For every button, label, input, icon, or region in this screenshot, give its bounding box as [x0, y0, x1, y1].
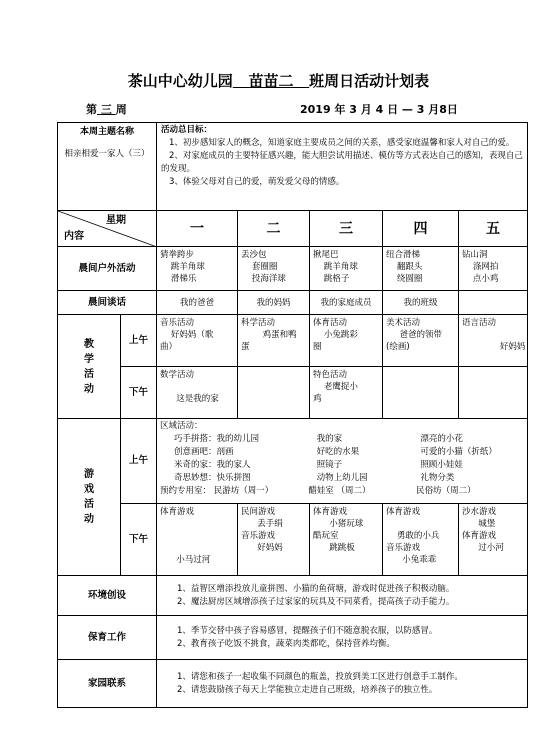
class-name: 苗苗二	[248, 72, 294, 90]
weekly-plan-table	[57, 122, 528, 708]
teaching-am-fri: 语言活动 好妈妈	[459, 315, 528, 367]
weekday-corner-cell	[58, 211, 157, 247]
care-content	[157, 616, 528, 660]
morning-talk-wed: 我的家庭成员	[310, 291, 383, 315]
morning-outdoor-fri: 钻山洞 涤网拍 点小鸡	[459, 247, 528, 291]
morning-talk-label: 晨间谈话	[58, 291, 157, 315]
area-activity-item: 米奇的家：我的家人	[174, 460, 251, 470]
teaching-am-label: 上午	[121, 315, 157, 367]
teaching-pm-wed: 特色活动 老鹰捉小 鸡	[310, 367, 383, 419]
goal-item: 3、体验父母对自己的爱，萌发爱父母的情感。	[169, 177, 345, 187]
area-activities	[157, 419, 528, 504]
teaching-am-tue: 科学活动 鸡蛋和鸭 蛋	[238, 315, 310, 367]
corner-content-label: 内容	[64, 231, 84, 242]
theme-goals	[157, 123, 528, 211]
teaching-pm-thu	[383, 367, 459, 419]
teaching-label: 教学活动	[58, 315, 121, 419]
morning-outdoor-tue: 丢沙包 套圈圈 投海洋球	[238, 247, 310, 291]
day-wednesday: 三	[310, 211, 383, 247]
corner-weekday-label: 星期	[106, 215, 126, 226]
goal-item: 2、对家庭成员的主要特征感兴趣，能大胆尝试用描述、模仿等方式表达自己的感知，表现自己的发现。	[161, 151, 523, 174]
week-number: 三	[100, 103, 112, 116]
area-activity-row	[160, 472, 524, 485]
home-contact-line: 2、请您鼓励孩子每天上学能独立走进自己班级，培养孩子的独立性。	[177, 684, 438, 695]
environment-line: 1、益智区增添投放儿童拼图、小猫的鱼荷塘，游戏时促进孩子积极动脑。	[177, 583, 455, 594]
area-activity-item: 礼物分类	[420, 473, 455, 483]
teaching-am-thu: 美术活动 爸爸的领带 (绘画)	[383, 315, 459, 367]
environment-label: 环境创设	[58, 576, 157, 616]
theme-label: 本周主题名称	[80, 127, 135, 137]
theme-name: 相亲相爱一家人（三）	[64, 149, 150, 159]
school-name: 茶山中心幼儿园	[127, 72, 233, 90]
care-line: 2、教育孩子吃饭不挑食，蔬菜肉类都吃，保持营养均衡。	[177, 638, 395, 649]
day-tuesday: 二	[238, 211, 310, 247]
games-label: 游戏活动	[58, 419, 121, 576]
morning-talk-thu: 我的班级	[383, 291, 459, 315]
care-label: 保育工作	[58, 616, 157, 660]
morning-outdoor-mon: 猜拳跨步 跳羊角球 滑梯乐	[157, 247, 238, 291]
teaching-am-wed: 体育活动 小兔跳彩 圈	[310, 315, 383, 367]
day-monday: 一	[157, 211, 238, 247]
area-activities-list	[160, 433, 524, 498]
home-contact-label: 家园联系	[58, 660, 157, 708]
area-activity-item: 奇思妙想：快乐拼图	[174, 473, 251, 483]
area-activities-label: 区域活动：	[160, 421, 203, 431]
goal-item: 1、初步感知家人的概念，知道家庭主要成员之间的关系，感受家庭温馨和家人对自己的爱。	[169, 138, 515, 148]
date-range: 2019 年 3 月 4 日 — 3 月8日	[300, 103, 458, 116]
games-pm-thu: 体育游戏 勇敢的小兵 音乐游戏 小兔乖乖	[383, 504, 459, 576]
area-activity-item: 漂亮的小花	[420, 434, 463, 444]
area-activity-row	[160, 485, 524, 498]
games-pm-fri: 沙水游戏 城堡 体育游戏 过小河	[459, 504, 528, 576]
area-activity-item: 好吃的水果	[316, 447, 360, 457]
morning-talk-mon: 我的爸爸	[157, 291, 238, 315]
games-pm-label: 下午	[121, 504, 157, 576]
area-activity-row	[160, 459, 524, 472]
games-pm-mon: 体育游戏 小马过河	[157, 504, 238, 576]
area-activity-item: 巧手拼搭：我的幼儿园	[174, 434, 260, 444]
area-activity-item: 我的家	[316, 434, 343, 444]
area-activity-item: 醋娃室 （周二）	[308, 486, 371, 496]
theme-cell	[58, 123, 157, 211]
teaching-pm-tue	[238, 367, 310, 419]
games-am-label: 上午	[121, 419, 157, 504]
teaching-pm-fri	[459, 367, 528, 419]
games-pm-wed: 体育游戏 小猪玩球 酷玩室 跳跳板	[310, 504, 383, 576]
morning-outdoor-thu: 纽合滑梯 翻跟头 绕圆圈	[383, 247, 459, 291]
area-activity-item: 可爱的小猫（折纸）	[420, 447, 497, 457]
area-activity-item: 照顾小娃娃	[420, 460, 463, 470]
teaching-am-mon: 音乐活动 好妈妈（歌 曲）	[157, 315, 238, 367]
page-title	[0, 70, 557, 91]
morning-outdoor-wed: 揪尾巴 跳羊角球 跳格子	[310, 247, 383, 291]
goals-label: 活动总目标：	[161, 125, 213, 135]
environment-line: 2、魔法厨房区域增添孩子过家家的玩具及不同菜肴，提高孩子动手能力。	[177, 596, 455, 607]
morning-outdoor-label: 晨间户外活动	[58, 247, 157, 291]
games-pm-tue: 民间游戏 丢手绢 音乐游戏 好妈妈	[238, 504, 310, 576]
area-activity-item: 创意画吧：剖画	[174, 447, 234, 457]
home-contact-content	[157, 660, 528, 708]
teaching-pm-label: 下午	[121, 367, 157, 419]
area-activity-row	[160, 433, 524, 446]
title-suffix: 班周日活动计划表	[309, 72, 430, 90]
area-activity-item: 民俗坊（周二）	[416, 486, 476, 496]
area-activity-item: 预约专用室： 民游坊（周一）	[160, 486, 274, 496]
week-label: 第 三 周	[86, 103, 127, 116]
day-friday: 五	[459, 211, 528, 247]
care-line: 1、季节交替中孩子容易感冒，提醒孩子们不随意脱衣服，以防感冒。	[177, 625, 438, 636]
home-contact-line: 1、请您和孩子一起收集不同颜色的瓶盖，投放到美工区进行创意手工制作。	[177, 671, 463, 682]
morning-talk-tue: 我的妈妈	[238, 291, 310, 315]
teaching-pm-mon: 数学活动 这是我的家	[157, 367, 238, 419]
area-activity-item: 动物上幼儿园	[316, 473, 368, 483]
environment-content	[157, 576, 528, 616]
area-activity-row	[160, 446, 524, 459]
morning-talk-fri	[459, 291, 528, 315]
day-thursday: 四	[383, 211, 459, 247]
area-activity-item: 照镜子	[316, 460, 343, 470]
